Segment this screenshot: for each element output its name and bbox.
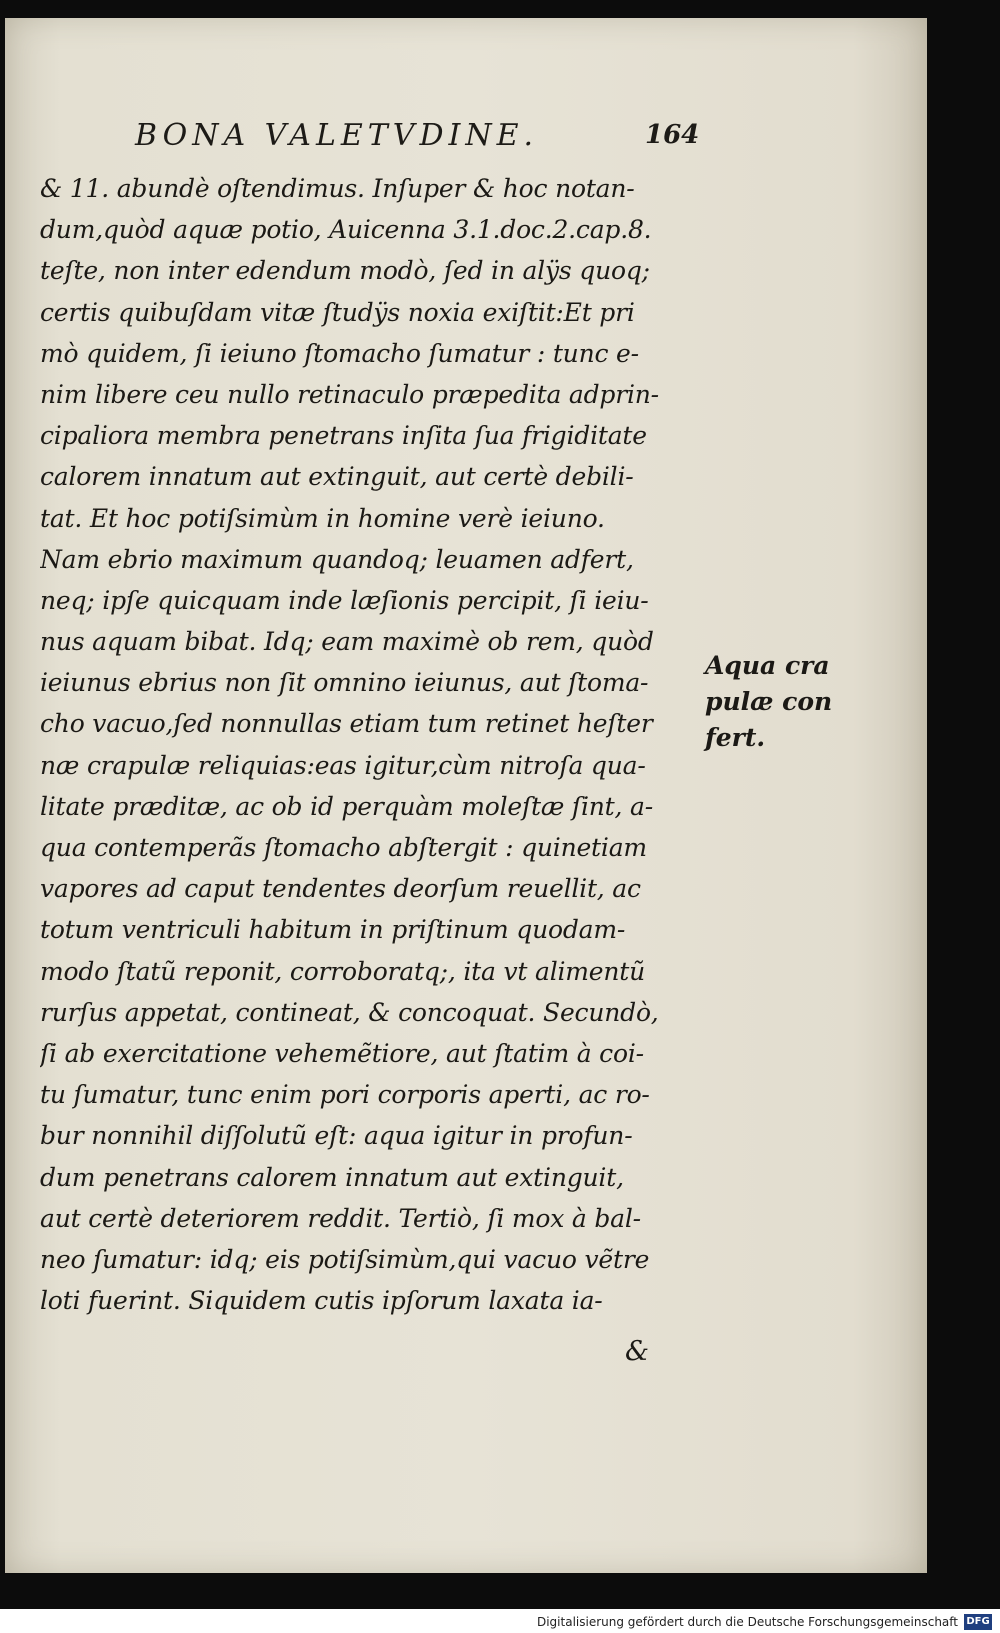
text-line: næ crapulæ reliquias:eas igitur,cùm nitroſa qua- [40,750,646,780]
text-line: tu ſumatur, tunc enim pori corporis aperti, ac ro- [40,1080,650,1110]
margin-note-line: Aqua cra [705,651,830,680]
text-line: dum penetrans calorem innatum aut extinguit, [40,1162,624,1192]
text-line: loti fuerint. Siquidem cutis ipſorum laxata ia- [40,1286,603,1316]
text-line: tat. Et hoc potiſsimùm in homine verè ieiuno. [40,503,605,533]
text-line: Nam ebrio maximum quandoq; leuamen adfert, [40,544,634,574]
text-line: teſte, non inter edendum modò, ſed in alÿs quoq; [40,256,650,286]
text-line: bur nonnihil diſſolutũ eſt: aqua igitur in profun- [40,1121,633,1151]
dfg-logo: DFG [964,1614,992,1630]
footer-credit: Digitalisierung gefördert durch die Deutsche Forschungsgemeinschaft [536,1615,958,1629]
text-line: neo ſumatur: idq; eis potiſsimùm,qui vacuo vẽtre [40,1244,650,1274]
text-line: nim libere ceu nullo retinaculo præpedita adprin- [40,379,659,409]
text-line: totum ventriculi habitum in priſtinum quodam- [40,915,626,945]
text-line: cipaliora membra penetrans inſita ſua frigiditate [40,421,647,451]
running-head [5,118,927,158]
text-line: ſi ab exercitatione vehemẽtiore, aut ſtatim à coi- [40,1038,644,1068]
text-line: aut certè deteriorem reddit. Tertiò, ſi mox à bal- [40,1203,641,1233]
text-line: ieiunus ebrius non ſit omnino ieiunus, aut ſtoma- [40,668,649,698]
catchword: & [625,1336,650,1367]
text-line: neq; ipſe quicquam inde læſionis percipit, ſi ieiu- [40,585,649,615]
text-line: certis quibuſdam vitæ ſtudÿs noxia exiſtit:Et pri [40,297,635,327]
text-line: mò quidem, ſi ieiuno ſtomacho ſumatur : tunc e- [40,338,639,368]
text-line: cho vacuo,ſed nonnullas etiam tum retinet heſter [40,709,653,739]
text-line: modo ſtatũ reponit, corroboratq;, ita vt alimentũ [40,956,646,986]
text-line: calorem innatum aut extinguit, aut certè debili- [40,462,634,492]
running-title: BONA VALETVDINE. [135,118,539,153]
text-line: & 11. abundè oſtendimus. Inſuper & hoc notan- [40,174,635,203]
text-line: qua contemperãs ſtomacho abſtergit : quinetiam [40,833,647,862]
text-line: litate præditæ, ac ob id perquàm moleſtæ ſint, a- [40,791,653,821]
margin-note [705,648,845,756]
margin-note-line: fert. [705,723,766,752]
text-line: rurſus appetat, contineat, & concoquat. Secundò, [40,997,659,1027]
margin-note-line: pulæ con [705,687,833,716]
page-number: 164 [645,120,700,150]
text-line: nus aquam bibat. Idq; eam maximè ob rem, quòd [40,627,654,657]
text-line: vapores ad caput tendentes deorſum reuellit, ac [40,874,641,904]
book-page [5,18,927,1573]
body-text [40,168,705,1321]
text-line: dum,quòd aquæ potio, Auicenna 3.1.doc.2.cap.8. [40,215,652,245]
digitization-footer [0,1609,1000,1633]
